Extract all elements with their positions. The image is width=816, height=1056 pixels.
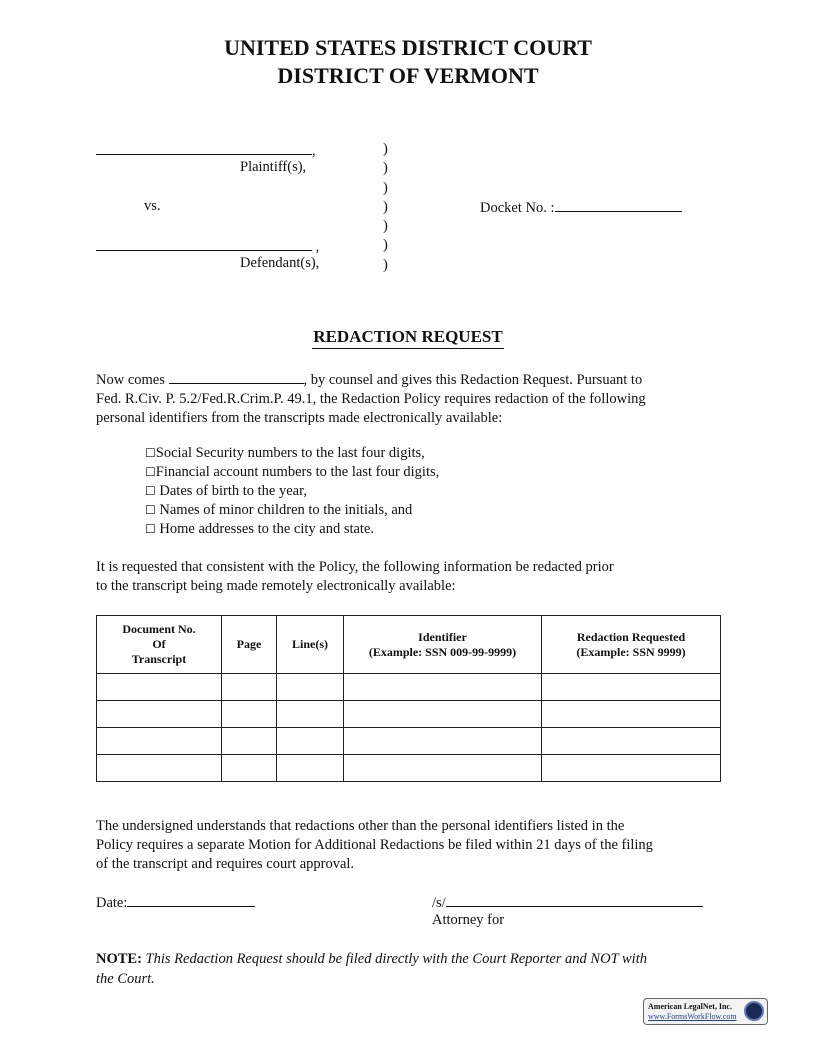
checklist-item-label: Social Security numbers to the last four digits, bbox=[155, 445, 425, 461]
attorney-for-label: Attorney for bbox=[432, 912, 505, 928]
date-label: Date: bbox=[96, 895, 128, 911]
col-redaction-requested: Redaction Requested (Example: SSN 9999) bbox=[542, 616, 721, 674]
signature-field[interactable] bbox=[432, 892, 703, 913]
bracket-paren: ) bbox=[383, 141, 388, 157]
table-cell[interactable] bbox=[277, 674, 344, 701]
versus-label: vs. bbox=[144, 198, 161, 214]
understanding-paragraph bbox=[96, 817, 736, 874]
col-document-no: Document No. Of Transcript bbox=[97, 616, 222, 674]
redaction-table bbox=[96, 615, 721, 782]
date-line[interactable] bbox=[127, 892, 255, 907]
intro-paragraph bbox=[96, 369, 736, 428]
defendant-comma: , bbox=[315, 239, 320, 255]
plaintiff-name-line[interactable] bbox=[96, 139, 312, 155]
col-lines: Line(s) bbox=[277, 616, 344, 674]
document-title-text: REDACTION REQUEST bbox=[312, 327, 503, 349]
signature-prefix: /s/ bbox=[432, 895, 446, 911]
table-cell[interactable] bbox=[222, 755, 277, 782]
table-cell[interactable] bbox=[542, 674, 721, 701]
table-cell[interactable] bbox=[542, 701, 721, 728]
understanding-line-3: of the transcript and requires court approval. bbox=[96, 856, 355, 872]
date-field[interactable] bbox=[96, 892, 255, 913]
table-cell[interactable] bbox=[222, 701, 277, 728]
table-cell[interactable] bbox=[277, 701, 344, 728]
intro-by-counsel: , by counsel and gives this Redaction Request. Pursuant to bbox=[303, 372, 643, 388]
checklist-item bbox=[145, 444, 439, 463]
request-paragraph bbox=[96, 558, 736, 596]
defendant-label: Defendant(s), bbox=[240, 255, 320, 271]
table-cell[interactable] bbox=[542, 728, 721, 755]
request-line-1: It is requested that consistent with the Policy, the following information be redacted prior bbox=[96, 559, 614, 575]
table-cell[interactable] bbox=[97, 674, 222, 701]
checklist-item bbox=[145, 463, 439, 482]
understanding-line-2: Policy requires a separate Motion for Additional Redactions be filed within 21 days of the filing bbox=[96, 837, 653, 853]
filing-note bbox=[96, 949, 736, 989]
plaintiff-label: Plaintiff(s), bbox=[240, 159, 307, 175]
checklist-item bbox=[145, 501, 439, 520]
table-cell[interactable] bbox=[97, 755, 222, 782]
docket-number-field[interactable] bbox=[480, 197, 682, 218]
court-name: UNITED STATES DISTRICT COURT bbox=[224, 35, 592, 60]
intro-now-comes: Now comes bbox=[96, 372, 165, 388]
note-line-1: This Redaction Request should be filed directly with the Court Reporter and NOT with bbox=[141, 951, 647, 967]
checkbox-icon[interactable]: ☐ bbox=[145, 503, 156, 517]
request-line-2: to the transcript being made remotely electronically available: bbox=[96, 578, 456, 594]
bracket-paren: ) bbox=[383, 256, 388, 273]
forms-workflow-logo[interactable] bbox=[643, 998, 768, 1025]
checklist-item bbox=[145, 482, 439, 501]
table-cell[interactable] bbox=[344, 674, 542, 701]
table-cell[interactable] bbox=[344, 728, 542, 755]
identifier-checklist bbox=[145, 444, 439, 539]
table-cell[interactable] bbox=[277, 755, 344, 782]
party-name-line[interactable] bbox=[169, 369, 304, 384]
checkbox-icon[interactable]: ☐ bbox=[145, 522, 156, 536]
plaintiff-comma: , bbox=[312, 143, 316, 159]
table-cell[interactable] bbox=[542, 755, 721, 782]
table-row bbox=[97, 755, 721, 782]
signature-line[interactable] bbox=[446, 892, 703, 907]
document-title bbox=[0, 327, 816, 347]
logo-swirl-icon bbox=[744, 1001, 764, 1021]
bracket-paren: ) bbox=[383, 198, 388, 215]
intro-line-2: Fed. R.Civ. P. 5.2/Fed.R.Crim.P. 49.1, the Redaction Policy requires redaction of the following bbox=[96, 391, 646, 407]
table-cell[interactable] bbox=[222, 674, 277, 701]
table-cell[interactable] bbox=[97, 701, 222, 728]
table-cell[interactable] bbox=[344, 755, 542, 782]
col-identifier: Identifier (Example: SSN 009-99-9999) bbox=[344, 616, 542, 674]
table-cell[interactable] bbox=[222, 728, 277, 755]
defendant-name-line[interactable] bbox=[96, 235, 312, 251]
intro-line-3: personal identifiers from the transcripts made electronically available: bbox=[96, 410, 503, 426]
checklist-item-label: Financial account numbers to the last four digits, bbox=[155, 464, 440, 480]
checklist-item-label: Names of minor children to the initials, and bbox=[155, 502, 413, 518]
court-district: DISTRICT OF VERMONT bbox=[277, 63, 539, 88]
checklist-item-label: Home addresses to the city and state. bbox=[155, 521, 375, 537]
understanding-line-1: The undersigned understands that redactions other than the personal identifiers listed in the bbox=[96, 818, 625, 834]
checkbox-icon[interactable]: ☐ bbox=[145, 446, 156, 460]
bracket-paren: ) bbox=[383, 179, 388, 196]
logo-url[interactable]: www.FormsWorkFlow.com bbox=[648, 1012, 737, 1021]
docket-label: Docket No. : bbox=[480, 200, 555, 216]
table-cell[interactable] bbox=[344, 701, 542, 728]
table-row bbox=[97, 674, 721, 701]
note-label: NOTE: bbox=[96, 951, 142, 967]
note-line-2: the Court. bbox=[96, 971, 155, 987]
docket-number-line[interactable] bbox=[555, 197, 682, 212]
checkbox-icon[interactable]: ☐ bbox=[145, 484, 156, 498]
table-row bbox=[97, 728, 721, 755]
table-header-row bbox=[97, 616, 721, 674]
col-page: Page bbox=[222, 616, 277, 674]
caption-bracket bbox=[383, 140, 388, 275]
table-row bbox=[97, 701, 721, 728]
bracket-paren: ) bbox=[383, 218, 388, 235]
bracket-paren: ) bbox=[383, 237, 388, 254]
table-cell[interactable] bbox=[97, 728, 222, 755]
checklist-item-label: Dates of birth to the year, bbox=[155, 483, 307, 499]
checkbox-icon[interactable]: ☐ bbox=[145, 465, 156, 479]
table-cell[interactable] bbox=[277, 728, 344, 755]
logo-company: American LegalNet, Inc. bbox=[648, 1002, 732, 1011]
bracket-paren: ) bbox=[383, 160, 388, 177]
checklist-item bbox=[145, 520, 439, 539]
